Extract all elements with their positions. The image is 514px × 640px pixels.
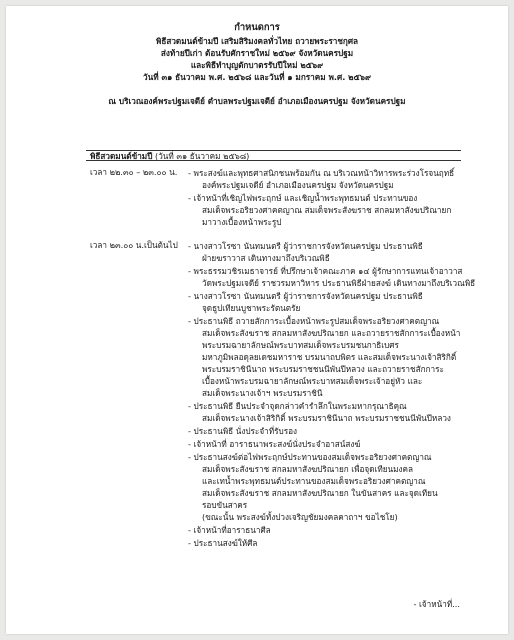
document-page bbox=[6, 6, 508, 634]
doc-subtitle-3: และพิธีทำบุญตักบาตรรับปีใหม่ ๒๕๖๙ bbox=[190, 60, 324, 70]
schedule-item-cont: พระบรมราชินีนาถ พระบรมราชชนนีพันปีหลวง และถวายราชสักการะ bbox=[202, 364, 444, 374]
schedule-item-cont: เบื้องหน้าพระบรมฉายาลักษณ์พระบาทสมเด็จพระเจ้าอยู่หัว และ bbox=[202, 376, 423, 386]
doc-location-line: ณ บริเวณองค์พระปฐมเจดีย์ ตำบลพระปฐมเจดีย์ อำเภอเมืองนครปฐม จังหวัดนครปฐม bbox=[108, 96, 406, 106]
doc-heading: กำหนดการ bbox=[234, 22, 280, 33]
schedule-item-cont: มหาภูมิพลอดุลยเดชมหาราช บรมนาถบพิตร และสมเด็จพระนางเจ้าสิริกิติ์ bbox=[202, 352, 457, 362]
schedule-item: - ประธานพิธี ถวายสักการะเบื้องหน้าพระรูปสมเด็จพระอริยวงศาคตญาณ bbox=[188, 316, 440, 326]
schedule-item-cont: องค์พระปฐมเจดีย์ อำเภอเมืองนครปฐม จังหวัดนครปฐม bbox=[202, 180, 394, 190]
schedule-item: - ประธานสงฆ์ต่อไฟพระฤกษ์ประทานของสมเด็จพระอริยวงศาคตญาณ bbox=[188, 452, 432, 462]
schedule-item-cont: พระบรมฉายาลักษณ์พระบาทสมเด็จพระบรมชนกาธิเบศร bbox=[202, 340, 399, 350]
schedule-item: - ประธานสงฆ์ให้ศีล bbox=[188, 538, 258, 548]
schedule-item: - เจ้าหน้าที่ อาราธนาพระสงฆ์นั่งประจำอาสน์สงฆ์ bbox=[188, 439, 361, 449]
doc-subtitle-2: ส่งท้ายปีเก่า ต้อนรับศักราชใหม่ ๒๕๖๙ จังหวัดนครปฐม bbox=[160, 48, 354, 58]
schedule-item-cont: สมเด็จพระสังฆราช สกลมหาสังฆปริณายก เพื่อจุดเทียนมงคล bbox=[202, 464, 414, 474]
schedule-item-cont: สมเด็จพระนางเจ้าฯ พระบรมราชินี bbox=[202, 388, 323, 398]
schedule-item-cont: มาวางเบื้องหน้าพระรูป bbox=[202, 217, 282, 227]
schedule-item-cont: จุดธูปเทียนบูชาพระรัตนตรัย bbox=[202, 303, 301, 313]
schedule-item: - ประธานพิธี ยืนประจำจุดกล่าวคำรำลึกในพระมหากรุณาธิคุณ bbox=[188, 401, 407, 411]
doc-date-line: วันที่ ๓๑ ธันวาคม พ.ศ. ๒๕๖๘ และวันที่ ๑ มกราคม พ.ศ. ๒๕๖๙ bbox=[143, 72, 371, 82]
schedule-item-cont: สมเด็จพระนางเจ้าสิริกิติ์ พระบรมราชินีนาถ พระบรมราชชนนีพันปีหลวง bbox=[202, 413, 451, 423]
schedule-item-cont: (ขณะนั้น พระสงฆ์ทั้งปวงเจริญชัยมงคลคาถาฯ ขอไชโย) bbox=[202, 512, 398, 522]
schedule-item-cont: ฝ่ายฆราวาส เดินทางมาถึงบริเวณพิธี bbox=[202, 253, 330, 263]
schedule-item: - นางสาวโรซา นันทมนตรี ผู้ว่าราชการจังหวัดนครปฐม ประธานพิธี bbox=[188, 291, 423, 301]
doc-subtitle-1: พิธีสวดมนต์ข้ามปี เสริมสิริมงคลทั่วไทย ถวายพระราชกุศล bbox=[155, 36, 359, 46]
schedule-time-1: เวลา ๒๒.๓๐ – ๒๓.๐๐ น. bbox=[90, 167, 178, 177]
schedule-item: - นางสาวโรซา นันทมนตรี ผู้ว่าราชการจังหวัดนครปฐม ประธานพิธี bbox=[188, 241, 423, 251]
section-title: พิธีสวดมนต์ข้ามปี bbox=[90, 151, 153, 161]
section-date: (วันที่ ๓๑ ธันวาคม ๒๕๖๘) bbox=[155, 151, 250, 161]
schedule-item: - ประธานพิธี นั่งประจำที่รับรอง bbox=[188, 426, 298, 436]
page-continuation: - เจ้าหน้าที่... bbox=[413, 599, 460, 609]
schedule-item: - พระธรรมวชิรเมธาจารย์ ที่ปรึกษาเจ้าคณะภาค ๑๔ ผู้รักษาการแทนเจ้าอาวาส bbox=[188, 266, 463, 276]
schedule-time-2: เวลา ๒๓.๐๐ น.เป็นต้นไป bbox=[90, 240, 178, 250]
schedule-item: - พระสงฆ์และพุทธศาสนิกชนพร้อมกัน ณ บริเวณหน้าวิหารพระร่วงโรจนฤทธิ์ bbox=[188, 168, 455, 178]
schedule-item-cont: วัดพระปฐมเจดีย์ ราชวรมหาวิหาร ประธานพิธีฝ่ายสงฆ์ เดินทางมาถึงบริเวณพิธี bbox=[202, 278, 476, 288]
schedule-item-cont: รอบขันสาคร bbox=[202, 500, 248, 510]
section-header bbox=[86, 150, 461, 161]
schedule-item-cont: สมเด็จพระสังฆราช สกลมหาสังฆปริณายก ในขันสาคร และจุดเทียน bbox=[202, 488, 438, 498]
schedule-item-cont: และเทน้ำพระพุทธมนต์ประทานของสมเด็จพระอริยวงศาคตญาณ bbox=[202, 476, 426, 486]
schedule-item-cont: สมเด็จพระอริยวงศาคตญาณ สมเด็จพระสังฆราช สกลมหาสังฆปริณายก bbox=[202, 205, 452, 215]
schedule-item: - เจ้าหน้าที่เชิญไฟพระฤกษ์ และเชิญน้ำพระพุทธมนต์ ประทานของ bbox=[188, 193, 418, 203]
schedule-item: - เจ้าหน้าที่อาราธนาศีล bbox=[188, 525, 271, 535]
schedule-item-cont: สมเด็จพระสังฆราช สกลมหาสังฆปริณายก และถวายราชสักการะเบื้องหน้า bbox=[202, 328, 461, 338]
